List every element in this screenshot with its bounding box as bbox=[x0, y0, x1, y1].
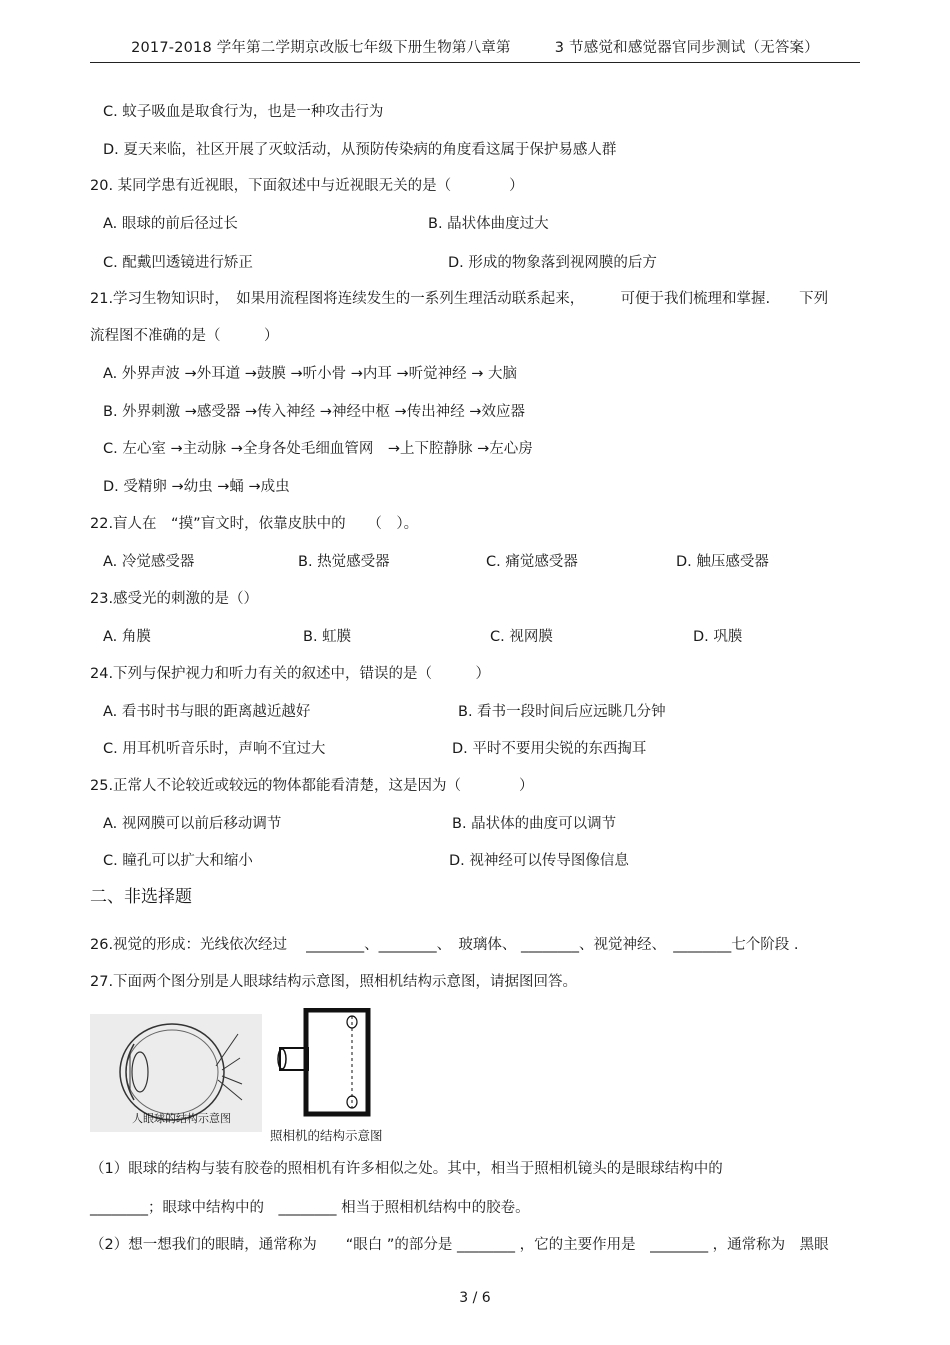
q23-option-c: C. 视网膜 bbox=[490, 629, 553, 645]
q20-option-c: C. 配戴凹透镜进行矫正 bbox=[103, 255, 253, 271]
q27-stem: 27.下面两个图分别是人眼球结构示意图，照相机结构示意图，请据图回答。 bbox=[90, 974, 578, 990]
eye-structure-figure bbox=[90, 1014, 262, 1132]
camera-diagram-icon bbox=[266, 1008, 416, 1126]
section-title: 二、非选择题 bbox=[90, 887, 192, 907]
q21-option-b: B. 外界刺激 →感受器 →传入神经 →神经中枢 →传出神经 →效应器 bbox=[103, 404, 525, 420]
q24-stem: 24.下列与保护视力和听力有关的叙述中，错误的是（ ） bbox=[90, 666, 491, 682]
q20-option-a: A. 眼球的前后径过长 bbox=[103, 216, 238, 232]
q24-option-b: B. 看书一段时间后应远眺几分钟 bbox=[458, 704, 666, 720]
q26-text: 26.视觉的形成：光线依次经过 ________、________、 玻璃体、 ________、视觉神经、 ________七个阶段 . bbox=[90, 937, 799, 953]
q27-part1-line1: （1）眼球的结构与装有胶卷的照相机有许多相似之处。其中，相当于照相机镜头的是眼球结构中的 bbox=[90, 1161, 723, 1177]
page-header-title: 2017-2018 学年第二学期京改版七年级下册生物第八章第 3 节感觉和感觉器官同步测试（无答案） bbox=[131, 40, 819, 56]
eye-figure-caption: 人眼球的结构示意图 bbox=[132, 1112, 231, 1125]
q22-stem: 22.盲人在 “摸”盲文时，依靠皮肤中的 （ ）。 bbox=[90, 516, 419, 532]
q21-option-d: D. 受精卵 →幼虫 →蛹 →成虫 bbox=[103, 479, 290, 495]
q27-part2-line1: （2）想一想我们的眼睛，通常称为 “眼白 ”的部分是 ________ ，它的主要作用是 ________ ，通常称为 黑眼 bbox=[90, 1237, 829, 1253]
q21-stem-line1: 21.学习生物知识时， 如果用流程图将连续发生的一系列生理活动联系起来， 可便于我们梳理和掌握. 下列 bbox=[90, 291, 829, 307]
q20-option-b: B. 晶状体曲度过大 bbox=[428, 216, 549, 232]
q22-option-b: B. 热觉感受器 bbox=[298, 554, 390, 570]
header-divider bbox=[90, 62, 860, 63]
q22-option-a: A. 冷觉感受器 bbox=[103, 554, 195, 570]
q25-option-b: B. 晶状体的曲度可以调节 bbox=[452, 816, 617, 832]
q25-stem: 25.正常人不论较近或较远的物体都能看清楚，这是因为（ ） bbox=[90, 778, 534, 794]
q24-option-a: A. 看书时书与眼的距离越近越好 bbox=[103, 704, 311, 720]
page-number: 3 / 6 bbox=[459, 1290, 491, 1306]
q19-option-c: C. 蚊子吸血是取食行为，也是一种攻击行为 bbox=[103, 104, 384, 120]
q23-option-a: A. 角膜 bbox=[103, 629, 151, 645]
q27-part1-line2: ________；眼球中结构中的 ________ 相当于照相机结构中的胶卷。 bbox=[90, 1200, 530, 1216]
q21-stem-line2: 流程图不准确的是（ ） bbox=[90, 328, 279, 344]
q22-option-c: C. 痛觉感受器 bbox=[486, 554, 578, 570]
q21-option-a: A. 外界声波 →外耳道 →鼓膜 →听小骨 →内耳 →听觉神经 → 大脑 bbox=[103, 366, 518, 382]
q25-option-a: A. 视网膜可以前后移动调节 bbox=[103, 816, 282, 832]
q24-option-d: D. 平时不要用尖锐的东西掏耳 bbox=[452, 741, 647, 757]
q23-option-d: D. 巩膜 bbox=[693, 629, 743, 645]
q20-stem: 20. 某同学患有近视眼，下面叙述中与近视眼无关的是（ ） bbox=[90, 178, 524, 194]
camera-structure-figure bbox=[266, 1008, 416, 1146]
q19-option-d: D. 夏天来临，社区开展了灭蚊活动，从预防传染病的角度看这属于保护易感人群 bbox=[103, 142, 617, 158]
q23-stem: 23.感受光的刺激的是（） bbox=[90, 591, 259, 607]
q25-option-c: C. 瞳孔可以扩大和缩小 bbox=[103, 853, 253, 869]
q25-option-d: D. 视神经可以传导图像信息 bbox=[449, 853, 629, 869]
q22-option-d: D. 触压感受器 bbox=[676, 554, 769, 570]
q20-option-d: D. 形成的物象落到视网膜的后方 bbox=[448, 255, 657, 271]
q23-option-b: B. 虹膜 bbox=[303, 629, 352, 645]
q24-option-c: C. 用耳机听音乐时，声响不宜过大 bbox=[103, 741, 326, 757]
camera-figure-caption: 照相机的结构示意图 bbox=[270, 1128, 383, 1143]
q21-option-c: C. 左心室 →主动脉 →全身各处毛细血管网 →上下腔静脉 →左心房 bbox=[103, 441, 533, 457]
